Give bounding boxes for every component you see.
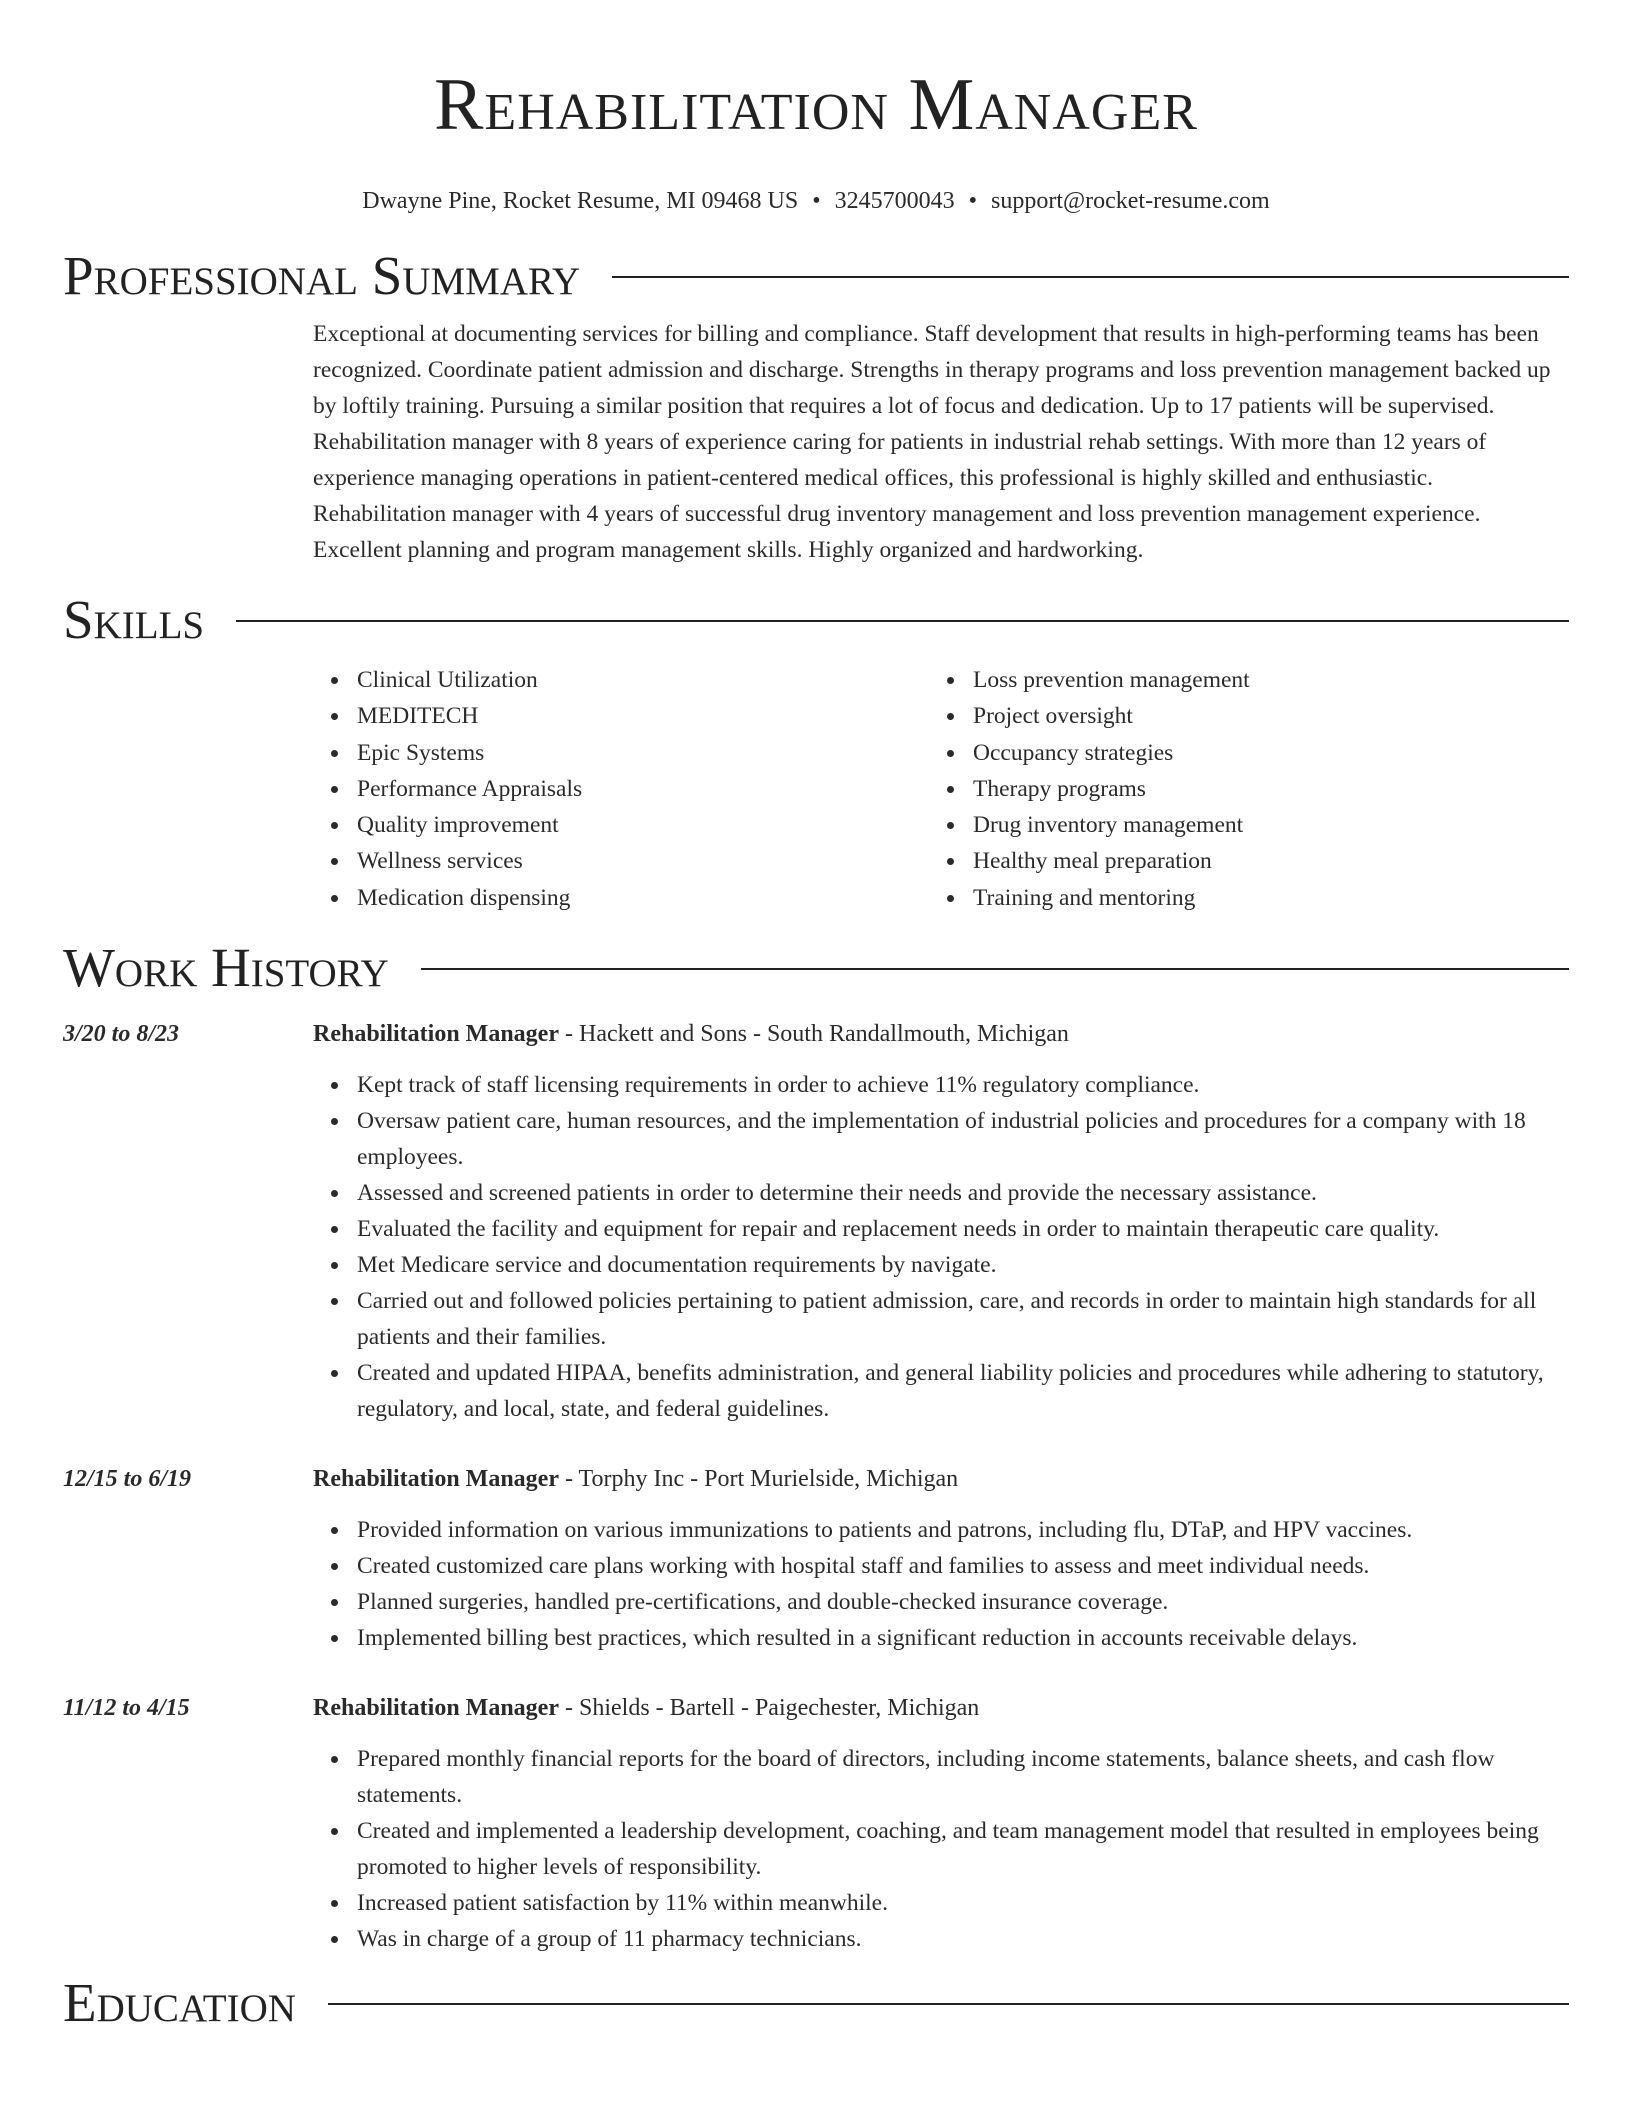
job-bullet: Evaluated the facility and equipment for repair and replacement needs in order to maintain therapeutic care quality. — [313, 1211, 1569, 1247]
skills-header — [63, 588, 1569, 652]
job-company-location: - Hackett and Sons - South Randallmouth, Michigan — [559, 1021, 1069, 1048]
job-dates: 12/15 to 6/19 — [63, 1466, 192, 1493]
job-bullet: Created and updated HIPAA, benefits administration, and general liability policies and procedures while adhering to statutory, regulatory, and local, state, and federal guidelines. — [313, 1355, 1569, 1427]
job-heading — [313, 1690, 979, 1726]
job-dates: 3/20 to 8/23 — [63, 1021, 180, 1048]
job-entry — [63, 1690, 1569, 1957]
job-bullet: Created and implemented a leadership development, coaching, and team management model that resulted in employees being promoted to higher levels of responsibility. — [313, 1813, 1569, 1885]
contact-line — [63, 186, 1569, 216]
job-bullet: Prepared monthly financial reports for the board of directors, including income statements, balance sheets, and cash flow statements. — [313, 1741, 1569, 1813]
skills-columns — [313, 662, 1569, 916]
skill-item: MEDITECH — [313, 698, 929, 734]
job-bullet-list — [313, 1067, 1569, 1427]
job-company-location: - Shields - Bartell - Paigechester, Michigan — [559, 1695, 980, 1722]
education-section — [63, 1971, 1569, 2035]
job-dates: 11/12 to 4/15 — [63, 1695, 190, 1722]
job-heading — [313, 1016, 1069, 1052]
summary-text: Exceptional at documenting services for billing and compliance. Staff development that results in high-performing teams has been recognized. Coordinate patient admission and discharge. Strengths in therapy programs and loss prevention management backed up by loftily training. Pursuing a similar position that requires a lot of focus and dedication. Up to 17 patients will be supervised. Rehabilitation manager with 8 years of experience caring for patients in industrial rehab settings. With more than 12 years of experience managing operations in patient-centered medical offices, this professional is highly skilled and enthusiastic. Rehabilitation manager with 4 years of successful drug inventory management and loss prevention management experience. Excellent planning and program management skills. Highly organized and hardworking. — [313, 321, 1551, 563]
contact-separator: • — [812, 188, 821, 214]
skill-item: Quality improvement — [313, 807, 929, 843]
summary-heading: Professional Summary — [63, 245, 581, 306]
job-header — [63, 1461, 1569, 1497]
contact-email: support@rocket-resume.com — [991, 188, 1270, 214]
job-title: Rehabilitation Manager — [313, 1021, 559, 1048]
job-bullet: Implemented billing best practices, which resulted in a significant reduction in accounts receivable delays. — [313, 1620, 1569, 1656]
skill-item: Drug inventory management — [929, 807, 1250, 843]
job-bullet-list — [313, 1741, 1569, 1957]
job-bullet: Created customized care plans working with hospital staff and families to assess and meet individual needs. — [313, 1548, 1569, 1584]
skill-item: Medication dispensing — [313, 880, 929, 916]
job-bullet-list — [313, 1512, 1569, 1656]
education-header — [63, 1971, 1569, 2035]
skill-item: Epic Systems — [313, 735, 929, 771]
job-header — [63, 1016, 1569, 1052]
education-heading: Education — [63, 1972, 296, 2034]
skill-item: Occupancy strategies — [929, 735, 1250, 771]
section-divider — [421, 968, 1569, 970]
job-entry — [63, 1461, 1569, 1656]
skill-item: Project oversight — [929, 698, 1250, 734]
summary-header — [63, 244, 1569, 308]
job-title: Rehabilitation Manager — [313, 1466, 559, 1493]
section-divider — [236, 620, 1569, 622]
job-bullet: Was in charge of a group of 11 pharmacy technicians. — [313, 1921, 1569, 1957]
skill-item: Wellness services — [313, 843, 929, 879]
skill-item: Healthy meal preparation — [929, 843, 1250, 879]
job-header — [63, 1690, 1569, 1726]
job-bullet: Met Medicare service and documentation requirements by navigate. — [313, 1247, 1569, 1283]
job-bullet: Provided information on various immunizations to patients and patrons, including flu, DTaP, and HPV vaccines. — [313, 1512, 1569, 1548]
job-entry — [63, 1016, 1569, 1427]
job-bullet: Assessed and screened patients in order to determine their needs and provide the necessary assistance. — [313, 1175, 1569, 1211]
skill-item: Training and mentoring — [929, 880, 1250, 916]
job-heading — [313, 1461, 958, 1497]
section-divider — [328, 2003, 1569, 2005]
section-divider — [612, 276, 1569, 278]
work-history-heading: Work History — [63, 937, 389, 999]
job-title: Rehabilitation Manager — [313, 1695, 559, 1722]
skills-section — [63, 588, 1569, 916]
summary-section — [63, 244, 1569, 568]
contact-phone: 3245700043 — [834, 188, 955, 214]
skills-list-right — [929, 662, 1250, 916]
work-history-header — [63, 936, 1569, 1000]
job-bullet: Oversaw patient care, human resources, and the implementation of industrial policies and procedures for a company with 18 employees. — [313, 1103, 1569, 1175]
job-bullet: Kept track of staff licensing requirements in order to achieve 11% regulatory compliance. — [313, 1067, 1569, 1103]
job-company-location: - Torphy Inc - Port Murielside, Michigan — [559, 1466, 959, 1493]
skills-heading: Skills — [63, 589, 205, 650]
skill-item: Clinical Utilization — [313, 662, 929, 698]
skill-item: Loss prevention management — [929, 662, 1250, 698]
work-history-section — [63, 936, 1569, 1957]
job-bullet: Carried out and followed policies pertaining to patient admission, care, and records in order to maintain high standards for all patients and their families. — [313, 1283, 1569, 1355]
resume-name-title: Rehabilitation Manager — [434, 64, 1198, 146]
contact-address: Dwayne Pine, Rocket Resume, MI 09468 US — [362, 188, 799, 214]
skill-item: Therapy programs — [929, 771, 1250, 807]
job-bullet: Increased patient satisfaction by 11% within meanwhile. — [313, 1885, 1569, 1921]
contact-separator: • — [968, 188, 978, 214]
job-bullet: Planned surgeries, handled pre-certifications, and double-checked insurance coverage. — [313, 1584, 1569, 1620]
skill-item: Performance Appraisals — [313, 771, 929, 807]
skills-list-left — [313, 662, 929, 916]
